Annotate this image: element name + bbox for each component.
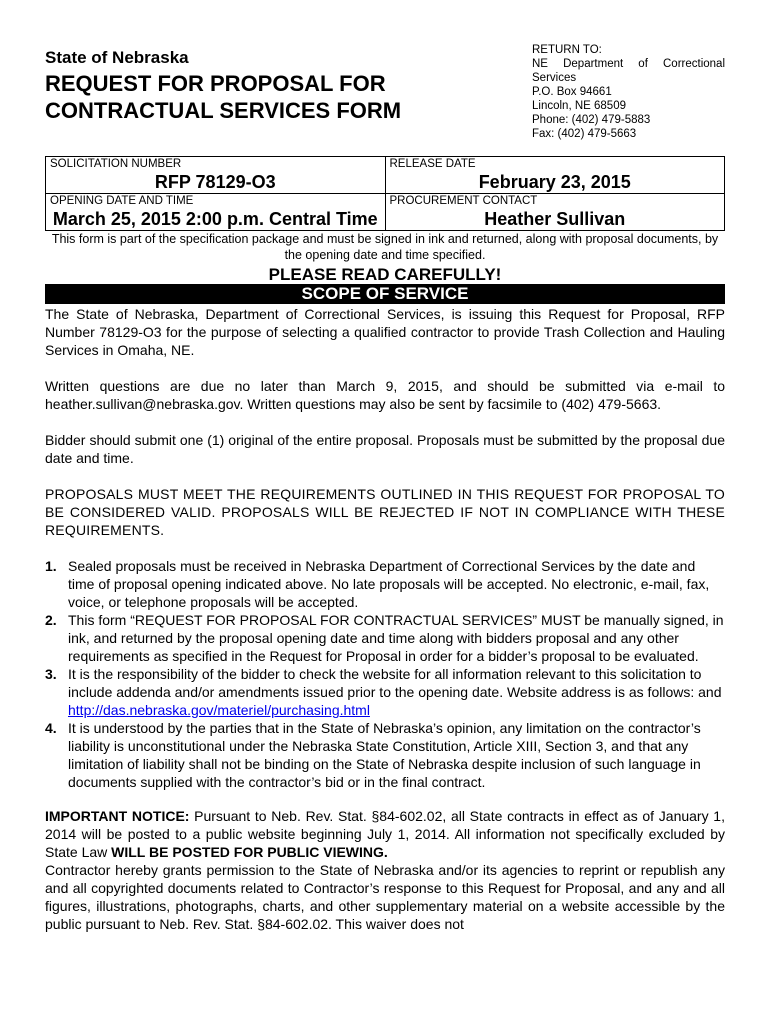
list-item-text: Sealed proposals must be received in Nebraska Department of Correctional Services by the date and time of proposal opening indicated above. No late proposals will be accepted. No electronic, e-mail, fax, voice, or telephone proposals will be accepted. [68, 558, 710, 610]
solicitation-label: SOLICITATION NUMBER [50, 158, 182, 170]
contact-value: Heather Sullivan [484, 209, 626, 229]
important-notice [45, 807, 725, 933]
list-item-number: 3. [45, 666, 57, 682]
list-item-number: 2. [45, 612, 57, 628]
state-name: State of Nebraska [45, 48, 189, 67]
list-item [45, 557, 725, 611]
notice-label: IMPORTANT NOTICE: [45, 808, 190, 824]
opening-label: OPENING DATE AND TIME [50, 195, 194, 207]
return-fax: Fax: (402) 479-5663 [532, 128, 637, 140]
return-dept: NE Department of Correctional [532, 58, 725, 70]
list-item-text: This form “REQUEST FOR PROPOSAL FOR CONTRACTUAL SERVICES” MUST be manually signed, in ink, and returned by the proposal opening date and time along with bidders proposal and any other requirements as specified in the Request for Proposal in order for a bidder’s proposal to be evaluated. [68, 612, 724, 664]
release-cell [385, 157, 725, 194]
form-title-line1: REQUEST FOR PROPOSAL FOR [45, 71, 386, 96]
purchasing-website-link[interactable]: http://das.nebraska.gov/materiel/purchasing.html [68, 702, 370, 718]
contact-label: PROCUREMENT CONTACT [389, 195, 538, 207]
return-phone: Phone: (402) 479-5883 [532, 114, 651, 126]
waiver-paragraph: Contractor hereby grants permission to the State of Nebraska and/or its agencies to reprint or republish any and all copyrighted documents related to Contractor’s response to this Request for Proposal, and any and all figures, illustrations, photographs, charts, and other supplementary material on a website accessible by the public pursuant to Neb. Rev. Stat. §84-602.02. This waiver does not [45, 862, 725, 932]
list-item-number: 4. [45, 720, 57, 736]
release-label: RELEASE DATE [389, 158, 476, 170]
scope-of-service-heading: SCOPE OF SERVICE [45, 284, 725, 304]
questions-paragraph: Written questions are due no later than March 9, 2015, and should be submitted via e-mail to heather.sullivan@nebraska.gov. Written questions may also be sent by facsimile to (402) 479-5663. [45, 378, 725, 412]
notice-paragraph [45, 807, 725, 861]
return-po-box: P.O. Box 94661 [532, 86, 612, 98]
solicitation-info-table [45, 156, 725, 231]
scope-paragraph: The State of Nebraska, Department of Correctional Services, is issuing this Request for Proposal, RFP Number 78129-O3 for the purpose of selecting a qualified contractor to provide Trash Collection and Hauling Services in Omaha, NE. [45, 306, 725, 358]
document-body [45, 305, 725, 933]
list-item-text: It is understood by the parties that in the State of Nebraska’s opinion, any limitation on the contractor’s liability is unconstitutional under the Nebraska State Constitution, Article XIII, Section 3, and that any limitation of liability shall not be binding on the State of Nebraska despite inclusion of such language in documents supplied with the contractor’s bid or in the final contract. [68, 720, 701, 790]
list-item [45, 611, 725, 665]
return-address [532, 43, 725, 141]
form-note: This form is part of the specification package and must be signed in ink and returned, along with proposal documents, by the opening date and time specified. [51, 232, 719, 262]
list-item [45, 665, 725, 719]
submission-paragraph: Bidder should submit one (1) original of the entire proposal. Proposals must be submitted by the proposal due date and time. [45, 432, 725, 466]
notice-text: Pursuant to Neb. Rev. Stat. §84-602.02, all State contracts in effect as of January 1, 2014 will be posted to a public website beginning July 1, 2014. All information not specifically excluded by State Law [45, 808, 725, 860]
opening-cell [46, 194, 386, 231]
list-item-number: 1. [45, 558, 57, 574]
return-label: RETURN TO: [532, 44, 602, 56]
list-item [45, 719, 725, 791]
requirements-warning: PROPOSALS MUST MEET THE REQUIREMENTS OUTLINED IN THIS REQUEST FOR PROPOSAL TO BE CONSIDERED VALID. PROPOSALS WILL BE REJECTED IF NOT IN COMPLIANCE WITH THESE REQUIREMENTS. [45, 486, 725, 538]
contact-cell [385, 194, 725, 231]
notice-emphasis: WILL BE POSTED FOR PUBLIC VIEWING. [111, 844, 388, 860]
list-item-text: It is the responsibility of the bidder to check the website for all information relevant to this solicitation to include addenda and/or amendments issued prior to the opening date. Website address is as follows: and [68, 666, 722, 700]
solicitation-cell [46, 157, 386, 194]
release-value: February 23, 2015 [478, 172, 631, 192]
requirements-list [45, 557, 725, 791]
solicitation-value: RFP 78129-O3 [154, 172, 276, 192]
return-city: Lincoln, NE 68509 [532, 100, 626, 112]
form-title-line2: CONTRACTUAL SERVICES FORM [45, 98, 402, 123]
form-title [45, 70, 465, 124]
opening-value: March 25, 2015 2:00 p.m. Central Time [52, 209, 378, 229]
return-dept-cont: Services [532, 72, 577, 84]
please-read-heading: PLEASE READ CAREFULLY! [268, 265, 502, 284]
